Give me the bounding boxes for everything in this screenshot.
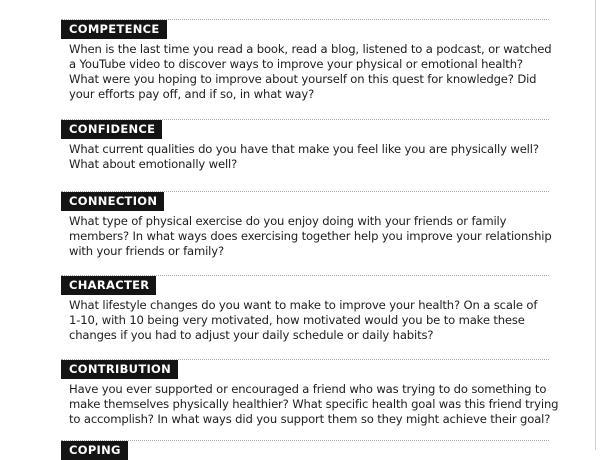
section-heading: CONFIDENCE xyxy=(61,120,162,139)
worksheet xyxy=(61,0,559,457)
section-heading: COPING xyxy=(61,441,128,460)
question-line: with your friends or family? xyxy=(69,243,224,258)
section-heading: CONTRIBUTION xyxy=(61,360,178,379)
section-heading: COMPETENCE xyxy=(61,20,167,39)
question-line: changes if you had to adjust your daily schedule or daily habits? xyxy=(69,327,434,342)
section-divider xyxy=(61,440,549,441)
question-line: 1-10, with 10 being very motivated, how motivated would you be to make these xyxy=(69,312,525,327)
question-line: What were you hoping to improve about yourself on this quest for knowledge? Did xyxy=(69,71,537,86)
question-line: members? In what ways does exercising together help you improve your relationship xyxy=(69,228,552,243)
section-heading: CHARACTER xyxy=(61,276,156,295)
section-question xyxy=(69,214,552,259)
section-question xyxy=(69,42,552,102)
question-line: What lifestyle changes do you want to make to improve your health? On a scale of xyxy=(69,298,538,312)
section-question xyxy=(69,382,559,427)
question-line: make themselves physically healthier? What specific health goal was this friend trying xyxy=(69,396,559,411)
question-line: When is the last time you read a book, read a blog, listened to a podcast, or watched xyxy=(69,42,552,56)
page-edge-rule xyxy=(595,0,596,450)
question-line: Have you ever supported or encouraged a friend who was trying to do something to xyxy=(69,382,547,396)
section-heading: CONNECTION xyxy=(61,192,164,211)
question-line: What about emotionally well? xyxy=(69,156,238,171)
question-line: to accomplish? In what ways did you support them so they might achieve their goal? xyxy=(69,411,551,426)
section-question xyxy=(69,298,549,343)
question-line: What current qualities do you have that make you feel like you are physically well? xyxy=(69,142,539,156)
question-line: your efforts pay off, and if so, in what way? xyxy=(69,86,315,101)
section-question xyxy=(69,142,549,172)
question-line: a YouTube video to discover ways to improve your physical or emotional health? xyxy=(69,56,523,71)
question-line: What type of physical exercise do you enjoy doing with your friends or family xyxy=(69,214,507,228)
